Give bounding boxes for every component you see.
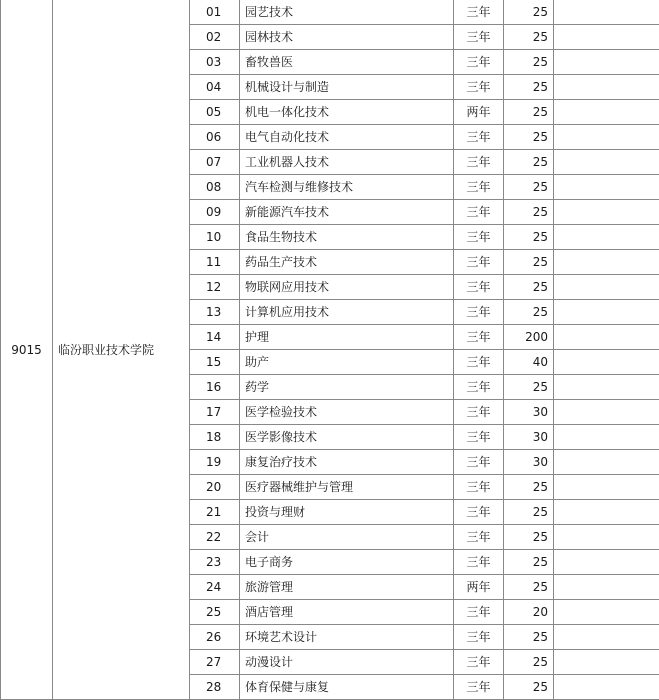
plan-count-cell: 25 — [504, 500, 554, 525]
major-number-cell: 03 — [190, 50, 240, 75]
duration-cell: 三年 — [454, 675, 504, 700]
major-name-cell: 畜牧兽医 — [240, 50, 454, 75]
major-name-cell: 汽车检测与维修技术 — [240, 175, 454, 200]
remarks-cell — [554, 275, 659, 300]
duration-cell: 三年 — [454, 275, 504, 300]
plan-count-cell: 25 — [504, 250, 554, 275]
plan-count-cell: 25 — [504, 50, 554, 75]
plan-count-cell: 25 — [504, 75, 554, 100]
major-name-cell: 药学 — [240, 375, 454, 400]
major-number-cell: 06 — [190, 125, 240, 150]
remarks-cell — [554, 50, 659, 75]
major-number-cell: 12 — [190, 275, 240, 300]
remarks-cell — [554, 650, 659, 675]
remarks-cell — [554, 450, 659, 475]
remarks-cell — [554, 600, 659, 625]
major-number-cell: 15 — [190, 350, 240, 375]
plan-count-cell: 25 — [504, 575, 554, 600]
major-number-cell: 25 — [190, 600, 240, 625]
remarks-cell — [554, 575, 659, 600]
major-name-cell: 酒店管理 — [240, 600, 454, 625]
remarks-cell — [554, 250, 659, 275]
duration-cell: 三年 — [454, 325, 504, 350]
major-name-cell: 体育保健与康复 — [240, 675, 454, 700]
major-number-cell: 24 — [190, 575, 240, 600]
remarks-cell — [554, 175, 659, 200]
plan-count-cell: 25 — [504, 475, 554, 500]
table-row — [1, 0, 659, 25]
plan-count-cell: 25 — [504, 675, 554, 700]
major-name-cell: 园艺技术 — [240, 0, 454, 25]
remarks-cell — [554, 200, 659, 225]
major-name-cell: 会计 — [240, 525, 454, 550]
major-number-cell: 19 — [190, 450, 240, 475]
remarks-cell — [554, 625, 659, 650]
major-number-cell: 13 — [190, 300, 240, 325]
school-code-cell: 9015 — [1, 0, 53, 700]
major-number-cell: 28 — [190, 675, 240, 700]
plan-count-cell: 20 — [504, 600, 554, 625]
major-name-cell: 机械设计与制造 — [240, 75, 454, 100]
major-number-cell: 01 — [190, 0, 240, 25]
major-name-cell: 旅游管理 — [240, 575, 454, 600]
remarks-cell — [554, 100, 659, 125]
duration-cell: 三年 — [454, 25, 504, 50]
remarks-cell — [554, 475, 659, 500]
plan-count-cell: 25 — [504, 300, 554, 325]
duration-cell: 三年 — [454, 50, 504, 75]
major-name-cell: 新能源汽车技术 — [240, 200, 454, 225]
duration-cell: 三年 — [454, 525, 504, 550]
remarks-cell — [554, 0, 659, 25]
major-name-cell: 医学检验技术 — [240, 400, 454, 425]
table-body — [1, 0, 659, 700]
plan-count-cell: 200 — [504, 325, 554, 350]
major-number-cell: 08 — [190, 175, 240, 200]
major-name-cell: 物联网应用技术 — [240, 275, 454, 300]
duration-cell: 三年 — [454, 0, 504, 25]
remarks-cell — [554, 525, 659, 550]
duration-cell: 三年 — [454, 125, 504, 150]
plan-count-cell: 25 — [504, 550, 554, 575]
plan-count-cell: 25 — [504, 525, 554, 550]
major-number-cell: 14 — [190, 325, 240, 350]
major-name-cell: 动漫设计 — [240, 650, 454, 675]
major-number-cell: 20 — [190, 475, 240, 500]
plan-count-cell: 25 — [504, 375, 554, 400]
major-number-cell: 05 — [190, 100, 240, 125]
duration-cell: 三年 — [454, 200, 504, 225]
major-name-cell: 工业机器人技术 — [240, 150, 454, 175]
major-number-cell: 16 — [190, 375, 240, 400]
major-name-cell: 计算机应用技术 — [240, 300, 454, 325]
major-number-cell: 27 — [190, 650, 240, 675]
major-number-cell: 02 — [190, 25, 240, 50]
remarks-cell — [554, 350, 659, 375]
plan-count-cell: 25 — [504, 625, 554, 650]
plan-count-cell: 30 — [504, 450, 554, 475]
remarks-cell — [554, 300, 659, 325]
duration-cell: 三年 — [454, 625, 504, 650]
remarks-cell — [554, 25, 659, 50]
major-name-cell: 食品生物技术 — [240, 225, 454, 250]
school-name-cell: 临汾职业技术学院 — [53, 0, 190, 700]
major-number-cell: 23 — [190, 550, 240, 575]
major-name-cell: 医疗器械维护与管理 — [240, 475, 454, 500]
major-number-cell: 17 — [190, 400, 240, 425]
remarks-cell — [554, 550, 659, 575]
plan-count-cell: 25 — [504, 225, 554, 250]
duration-cell: 三年 — [454, 225, 504, 250]
remarks-cell — [554, 125, 659, 150]
duration-cell: 三年 — [454, 300, 504, 325]
major-name-cell: 康复治疗技术 — [240, 450, 454, 475]
remarks-cell — [554, 425, 659, 450]
duration-cell: 三年 — [454, 400, 504, 425]
major-name-cell: 医学影像技术 — [240, 425, 454, 450]
plan-count-cell: 30 — [504, 400, 554, 425]
remarks-cell — [554, 150, 659, 175]
duration-cell: 三年 — [454, 500, 504, 525]
major-number-cell: 18 — [190, 425, 240, 450]
major-name-cell: 护理 — [240, 325, 454, 350]
plan-count-cell: 30 — [504, 425, 554, 450]
remarks-cell — [554, 325, 659, 350]
plan-count-cell: 25 — [504, 125, 554, 150]
major-name-cell: 投资与理财 — [240, 500, 454, 525]
major-number-cell: 11 — [190, 250, 240, 275]
plan-count-cell: 25 — [504, 275, 554, 300]
major-number-cell: 04 — [190, 75, 240, 100]
remarks-cell — [554, 500, 659, 525]
duration-cell: 三年 — [454, 175, 504, 200]
duration-cell: 三年 — [454, 600, 504, 625]
duration-cell: 三年 — [454, 425, 504, 450]
major-name-cell: 药品生产技术 — [240, 250, 454, 275]
major-name-cell: 电子商务 — [240, 550, 454, 575]
duration-cell: 两年 — [454, 100, 504, 125]
major-name-cell: 环境艺术设计 — [240, 625, 454, 650]
duration-cell: 三年 — [454, 350, 504, 375]
plan-count-cell: 25 — [504, 150, 554, 175]
duration-cell: 三年 — [454, 550, 504, 575]
remarks-cell — [554, 675, 659, 700]
duration-cell: 三年 — [454, 150, 504, 175]
major-number-cell: 07 — [190, 150, 240, 175]
duration-cell: 三年 — [454, 75, 504, 100]
plan-count-cell: 25 — [504, 0, 554, 25]
duration-cell: 三年 — [454, 475, 504, 500]
remarks-cell — [554, 75, 659, 100]
plan-count-cell: 40 — [504, 350, 554, 375]
duration-cell: 两年 — [454, 575, 504, 600]
major-name-cell: 机电一体化技术 — [240, 100, 454, 125]
duration-cell: 三年 — [454, 650, 504, 675]
remarks-cell — [554, 375, 659, 400]
major-name-cell: 园林技术 — [240, 25, 454, 50]
plan-count-cell: 25 — [504, 200, 554, 225]
duration-cell: 三年 — [454, 250, 504, 275]
major-name-cell: 电气自动化技术 — [240, 125, 454, 150]
major-number-cell: 26 — [190, 625, 240, 650]
major-name-cell: 助产 — [240, 350, 454, 375]
major-number-cell: 09 — [190, 200, 240, 225]
plan-count-cell: 25 — [504, 25, 554, 50]
major-number-cell: 22 — [190, 525, 240, 550]
plan-count-cell: 25 — [504, 100, 554, 125]
remarks-cell — [554, 400, 659, 425]
major-number-cell: 21 — [190, 500, 240, 525]
duration-cell: 三年 — [454, 375, 504, 400]
plan-count-cell: 25 — [504, 650, 554, 675]
remarks-cell — [554, 225, 659, 250]
plan-count-cell: 25 — [504, 175, 554, 200]
major-number-cell: 10 — [190, 225, 240, 250]
duration-cell: 三年 — [454, 450, 504, 475]
